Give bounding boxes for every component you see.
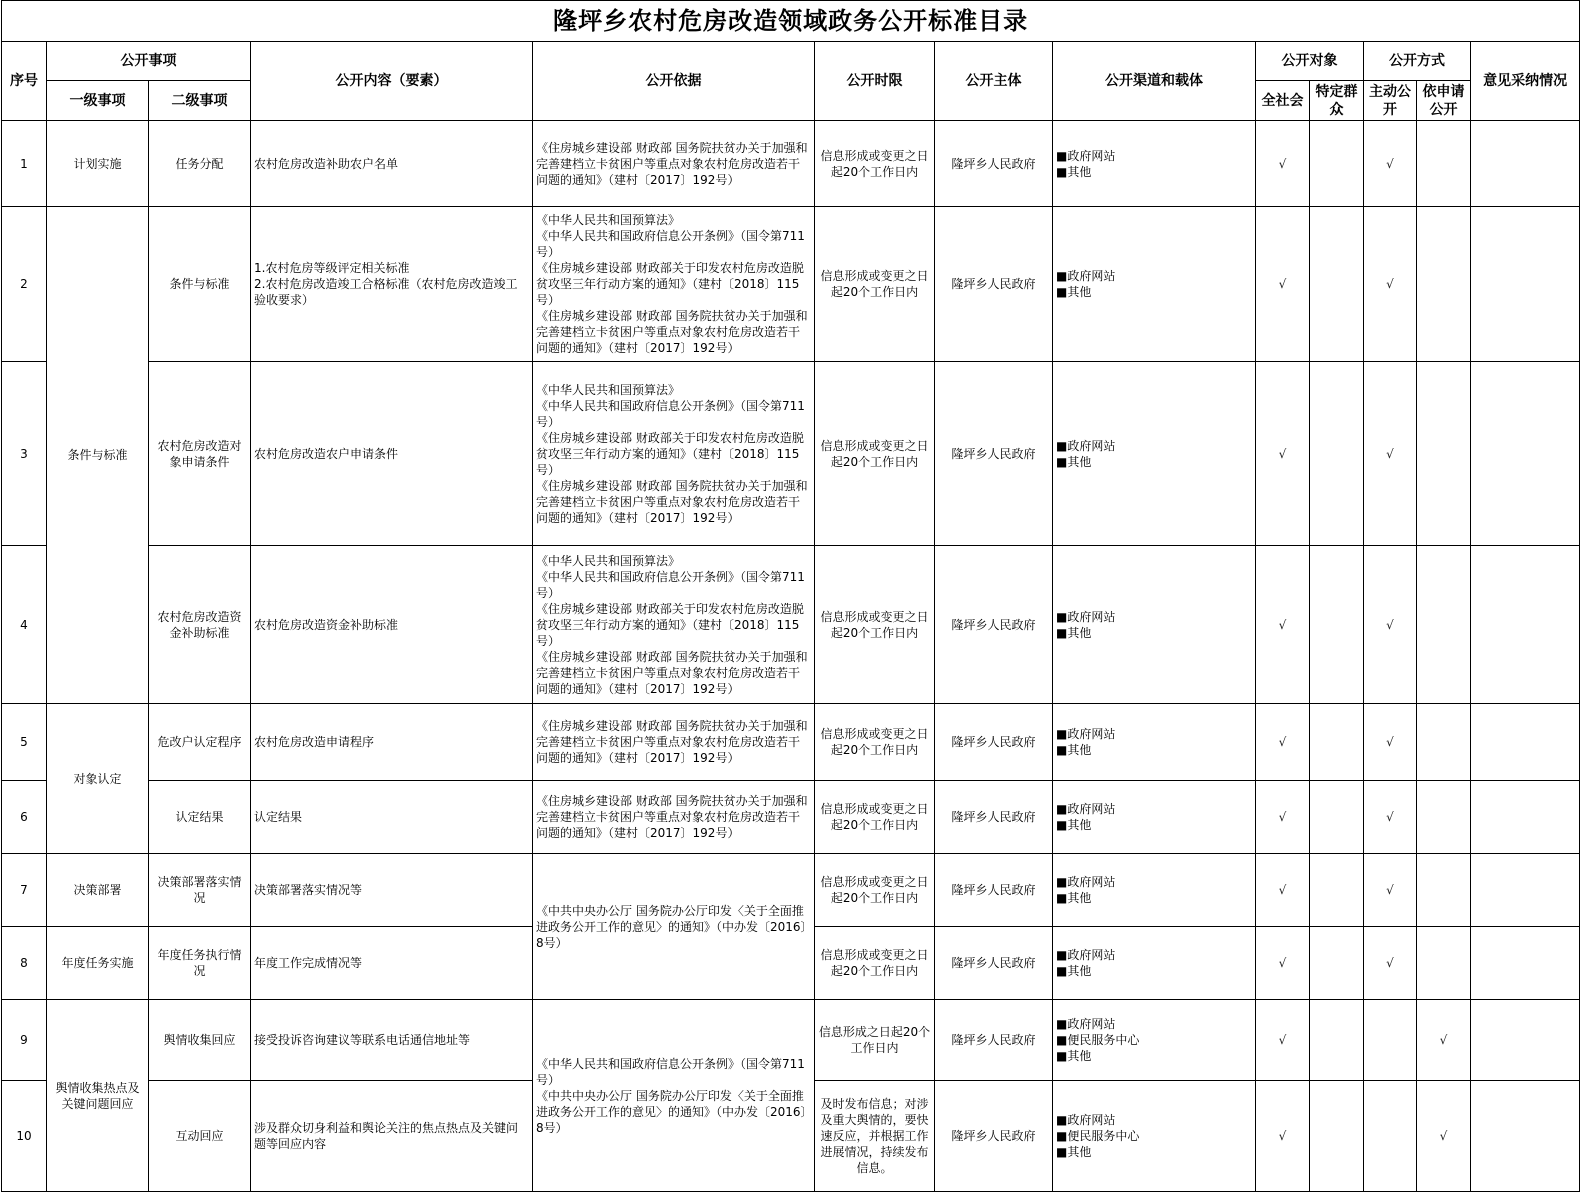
row-time-limit: 信息形成之日起20个工作日内 — [815, 1000, 935, 1081]
level2-item: 舆情收集回应 — [149, 1000, 251, 1081]
channel-item: ■其他 — [1056, 625, 1092, 640]
table-row — [2, 704, 1580, 781]
table-row — [2, 121, 1580, 207]
empty-cell — [1471, 854, 1580, 927]
row-seq: 4 — [2, 546, 47, 704]
row-seq: 10 — [2, 1081, 47, 1192]
header-level1: 一级事项 — [47, 81, 149, 121]
empty-cell — [1310, 927, 1364, 1000]
row-basis: 《中华人民共和国政府信息公开条例》（国令第711号） 《中共中央办公厅 国务院办公厅印发〈关于全面推进政务公开工作的意见〉的通知》（中办发〔2016〕8号） — [533, 1000, 815, 1192]
empty-cell — [1417, 781, 1471, 854]
channel-item: ■其他 — [1056, 285, 1092, 299]
row-time-limit: 信息形成或变更之日起20个工作日内 — [815, 121, 935, 207]
empty-cell — [1471, 207, 1580, 362]
empty-cell — [1310, 546, 1364, 704]
row-basis: 《中华人民共和国预算法》 《中华人民共和国政府信息公开条例》（国令第711号） 《住房城乡建设部 财政部关于印发农村危房改造脱贫攻坚三年行动方案的通知》（建村〔2018〕115号） 《住房城乡建设部 财政部 国务院扶贫办关于加强和完善建档立卡贫困户等重点对象农村危房改造若干问题的通知》（建村〔2017〕192号） — [533, 207, 815, 362]
row-content: 决策部署落实情况等 — [251, 854, 533, 927]
check-mark: √ — [1256, 1081, 1310, 1192]
level2-item: 危改户认定程序 — [149, 704, 251, 781]
header-target-all: 全社会 — [1256, 81, 1310, 121]
empty-cell — [1310, 704, 1364, 781]
empty-cell — [1417, 207, 1471, 362]
check-mark: √ — [1364, 121, 1417, 207]
row-seq: 7 — [2, 854, 47, 927]
check-mark: √ — [1364, 362, 1417, 546]
level1-item: 条件与标准 — [47, 207, 149, 704]
header-target-specific: 特定群众 — [1310, 81, 1364, 121]
table-row — [2, 546, 1580, 704]
row-basis: 《中华人民共和国预算法》 《中华人民共和国政府信息公开条例》（国令第711号） 《住房城乡建设部 财政部关于印发农村危房改造脱贫攻坚三年行动方案的通知》（建村〔2018〕115号） 《住房城乡建设部 财政部 国务院扶贫办关于加强和完善建档立卡贫困户等重点对象农村危房改造若干问题的通知》（建村〔2017〕192号） — [533, 546, 815, 704]
level1-item: 对象认定 — [47, 704, 149, 854]
empty-cell — [1471, 546, 1580, 704]
header-content: 公开内容（要素） — [251, 42, 533, 121]
row-seq: 2 — [2, 207, 47, 362]
row-content: 农村危房改造资金补助标准 — [251, 546, 533, 704]
level1-item: 计划实施 — [47, 121, 149, 207]
row-channels — [1053, 362, 1256, 546]
level2-item: 条件与标准 — [149, 207, 251, 362]
channel-item: ■政府网站 — [1056, 802, 1116, 816]
channel-item: ■其他 — [1056, 743, 1092, 757]
header-channel: 公开渠道和载体 — [1053, 42, 1256, 121]
table-row — [2, 1000, 1580, 1081]
check-mark: √ — [1256, 781, 1310, 854]
header-items: 公开事项 — [47, 42, 251, 81]
channel-item: ■其他 — [1056, 164, 1092, 179]
channel-item: ■政府网站 — [1056, 269, 1116, 283]
empty-cell — [1417, 927, 1471, 1000]
row-channels — [1053, 1081, 1256, 1192]
row-basis: 《中华人民共和国预算法》 《中华人民共和国政府信息公开条例》（国令第711号） 《住房城乡建设部 财政部关于印发农村危房改造脱贫攻坚三年行动方案的通知》（建村〔2018〕115号） 《住房城乡建设部 财政部 国务院扶贫办关于加强和完善建档立卡贫困户等重点对象农村危房改造若干问题的通知》（建村〔2017〕192号） — [533, 362, 815, 546]
header-method: 公开方式 — [1364, 42, 1471, 81]
row-subject: 隆坪乡人民政府 — [935, 546, 1053, 704]
channel-item: ■政府网站 — [1056, 438, 1116, 453]
check-mark: √ — [1256, 121, 1310, 207]
row-subject: 隆坪乡人民政府 — [935, 1081, 1053, 1192]
check-mark: √ — [1364, 546, 1417, 704]
row-seq: 8 — [2, 927, 47, 1000]
channel-item: ■便民服务中心 — [1056, 1129, 1140, 1143]
header-method-apply: 依申请公开 — [1417, 81, 1471, 121]
row-time-limit: 信息形成或变更之日起20个工作日内 — [815, 704, 935, 781]
empty-cell — [1417, 121, 1471, 207]
empty-cell — [1471, 1000, 1580, 1081]
row-basis: 《中共中央办公厅 国务院办公厅印发〈关于全面推进政务公开工作的意见〉的通知》（中办发〔2016〕8号） — [533, 854, 815, 1000]
channel-item: ■其他 — [1056, 454, 1092, 469]
empty-cell — [1471, 704, 1580, 781]
row-content: 接受投诉咨询建议等联系电话通信地址等 — [251, 1000, 533, 1081]
header-target: 公开对象 — [1256, 42, 1364, 81]
check-mark: √ — [1364, 781, 1417, 854]
check-mark: √ — [1364, 854, 1417, 927]
level2-item: 互动回应 — [149, 1081, 251, 1192]
row-time-limit: 信息形成或变更之日起20个工作日内 — [815, 781, 935, 854]
table-row — [2, 854, 1580, 927]
row-content: 涉及群众切身利益和舆论关注的焦点热点及关键问题等回应内容 — [251, 1081, 533, 1192]
row-subject: 隆坪乡人民政府 — [935, 704, 1053, 781]
row-time-limit: 信息形成或变更之日起20个工作日内 — [815, 207, 935, 362]
level2-item: 认定结果 — [149, 781, 251, 854]
row-channels — [1053, 704, 1256, 781]
row-seq: 9 — [2, 1000, 47, 1081]
empty-cell — [1310, 207, 1364, 362]
empty-cell — [1417, 704, 1471, 781]
row-time-limit: 及时发布信息；对涉及重大舆情的，要快速反应，并根据工作进展情况，持续发布信息。 — [815, 1081, 935, 1192]
row-subject: 隆坪乡人民政府 — [935, 362, 1053, 546]
channel-item: ■政府网站 — [1056, 875, 1116, 889]
level1-item: 年度任务实施 — [47, 927, 149, 1000]
empty-cell — [1310, 781, 1364, 854]
row-content: 农村危房改造申请程序 — [251, 704, 533, 781]
channel-item: ■政府网站 — [1056, 609, 1116, 624]
row-channels — [1053, 854, 1256, 927]
row-time-limit: 信息形成或变更之日起20个工作日内 — [815, 362, 935, 546]
empty-cell — [1471, 927, 1580, 1000]
row-basis: 《住房城乡建设部 财政部 国务院扶贫办关于加强和完善建档立卡贫困户等重点对象农村危房改造若干问题的通知》（建村〔2017〕192号） — [533, 121, 815, 207]
header-subject: 公开主体 — [935, 42, 1053, 121]
level2-item: 农村危房改造资金补助标准 — [149, 546, 251, 704]
page-title: 隆坪乡农村危房改造领域政务公开标准目录 — [2, 1, 1580, 42]
row-time-limit: 信息形成或变更之日起20个工作日内 — [815, 854, 935, 927]
row-time-limit: 信息形成或变更之日起20个工作日内 — [815, 927, 935, 1000]
row-time-limit: 信息形成或变更之日起20个工作日内 — [815, 546, 935, 704]
check-mark: √ — [1417, 1000, 1471, 1081]
row-subject: 隆坪乡人民政府 — [935, 1000, 1053, 1081]
level2-item: 农村危房改造对象申请条件 — [149, 362, 251, 546]
row-channels — [1053, 927, 1256, 1000]
empty-cell — [1471, 362, 1580, 546]
row-seq: 1 — [2, 121, 47, 207]
level1-item: 舆情收集热点及关键问题回应 — [47, 1000, 149, 1192]
empty-cell — [1417, 546, 1471, 704]
channel-item: ■政府网站 — [1056, 948, 1116, 962]
check-mark: √ — [1256, 927, 1310, 1000]
channel-item: ■政府网站 — [1056, 1017, 1116, 1031]
header-seq: 序号 — [2, 42, 47, 121]
channel-item: ■其他 — [1056, 891, 1092, 905]
empty-cell — [1310, 1081, 1364, 1192]
empty-cell — [1471, 781, 1580, 854]
header-basis: 公开依据 — [533, 42, 815, 121]
empty-cell — [1417, 362, 1471, 546]
channel-item: ■其他 — [1056, 1049, 1092, 1063]
row-basis: 《住房城乡建设部 财政部 国务院扶贫办关于加强和完善建档立卡贫困户等重点对象农村危房改造若干问题的通知》（建村〔2017〕192号） — [533, 704, 815, 781]
channel-item: ■政府网站 — [1056, 1113, 1116, 1127]
check-mark: √ — [1364, 207, 1417, 362]
header-level2: 二级事项 — [149, 81, 251, 121]
check-mark: √ — [1256, 704, 1310, 781]
row-seq: 6 — [2, 781, 47, 854]
level2-item: 年度任务执行情况 — [149, 927, 251, 1000]
level1-item: 决策部署 — [47, 854, 149, 927]
empty-cell — [1471, 1081, 1580, 1192]
check-mark: √ — [1256, 362, 1310, 546]
catalog-table — [1, 0, 1580, 1192]
check-mark: √ — [1417, 1081, 1471, 1192]
row-subject: 隆坪乡人民政府 — [935, 207, 1053, 362]
row-content: 农村危房改造补助农户名单 — [251, 121, 533, 207]
row-channels — [1053, 546, 1256, 704]
row-content: 认定结果 — [251, 781, 533, 854]
header-method-active: 主动公开 — [1364, 81, 1417, 121]
check-mark: √ — [1256, 546, 1310, 704]
check-mark: √ — [1256, 1000, 1310, 1081]
channel-item: ■其他 — [1056, 1145, 1092, 1159]
row-channels — [1053, 1000, 1256, 1081]
row-subject: 隆坪乡人民政府 — [935, 121, 1053, 207]
check-mark: √ — [1256, 854, 1310, 927]
empty-cell — [1471, 121, 1580, 207]
row-subject: 隆坪乡人民政府 — [935, 854, 1053, 927]
row-subject: 隆坪乡人民政府 — [935, 781, 1053, 854]
table-row — [2, 362, 1580, 546]
row-basis: 《住房城乡建设部 财政部 国务院扶贫办关于加强和完善建档立卡贫困户等重点对象农村危房改造若干问题的通知》（建村〔2017〕192号） — [533, 781, 815, 854]
row-channels — [1053, 207, 1256, 362]
row-channels — [1053, 781, 1256, 854]
empty-cell — [1417, 854, 1471, 927]
level2-item: 任务分配 — [149, 121, 251, 207]
empty-cell — [1364, 1000, 1417, 1081]
channel-item: ■政府网站 — [1056, 727, 1116, 741]
empty-cell — [1364, 1081, 1417, 1192]
channel-item: ■便民服务中心 — [1056, 1033, 1140, 1047]
empty-cell — [1310, 854, 1364, 927]
level2-item: 决策部署落实情况 — [149, 854, 251, 927]
header-feedback: 意见采纳情况 — [1471, 42, 1580, 121]
row-seq: 5 — [2, 704, 47, 781]
empty-cell — [1310, 121, 1364, 207]
check-mark: √ — [1256, 207, 1310, 362]
header-time-limit: 公开时限 — [815, 42, 935, 121]
empty-cell — [1310, 1000, 1364, 1081]
check-mark: √ — [1364, 704, 1417, 781]
row-content: 年度工作完成情况等 — [251, 927, 533, 1000]
empty-cell — [1310, 362, 1364, 546]
row-content: 1.农村危房等级评定相关标准 2.农村危房改造竣工合格标准（农村危房改造竣工验收要求） — [251, 207, 533, 362]
channel-item: ■其他 — [1056, 818, 1092, 832]
row-subject: 隆坪乡人民政府 — [935, 927, 1053, 1000]
table-row — [2, 207, 1580, 362]
check-mark: √ — [1364, 927, 1417, 1000]
row-content: 农村危房改造农户申请条件 — [251, 362, 533, 546]
table-row — [2, 781, 1580, 854]
row-channels — [1053, 121, 1256, 207]
row-seq: 3 — [2, 362, 47, 546]
channel-item: ■其他 — [1056, 964, 1092, 978]
channel-item: ■政府网站 — [1056, 148, 1116, 163]
